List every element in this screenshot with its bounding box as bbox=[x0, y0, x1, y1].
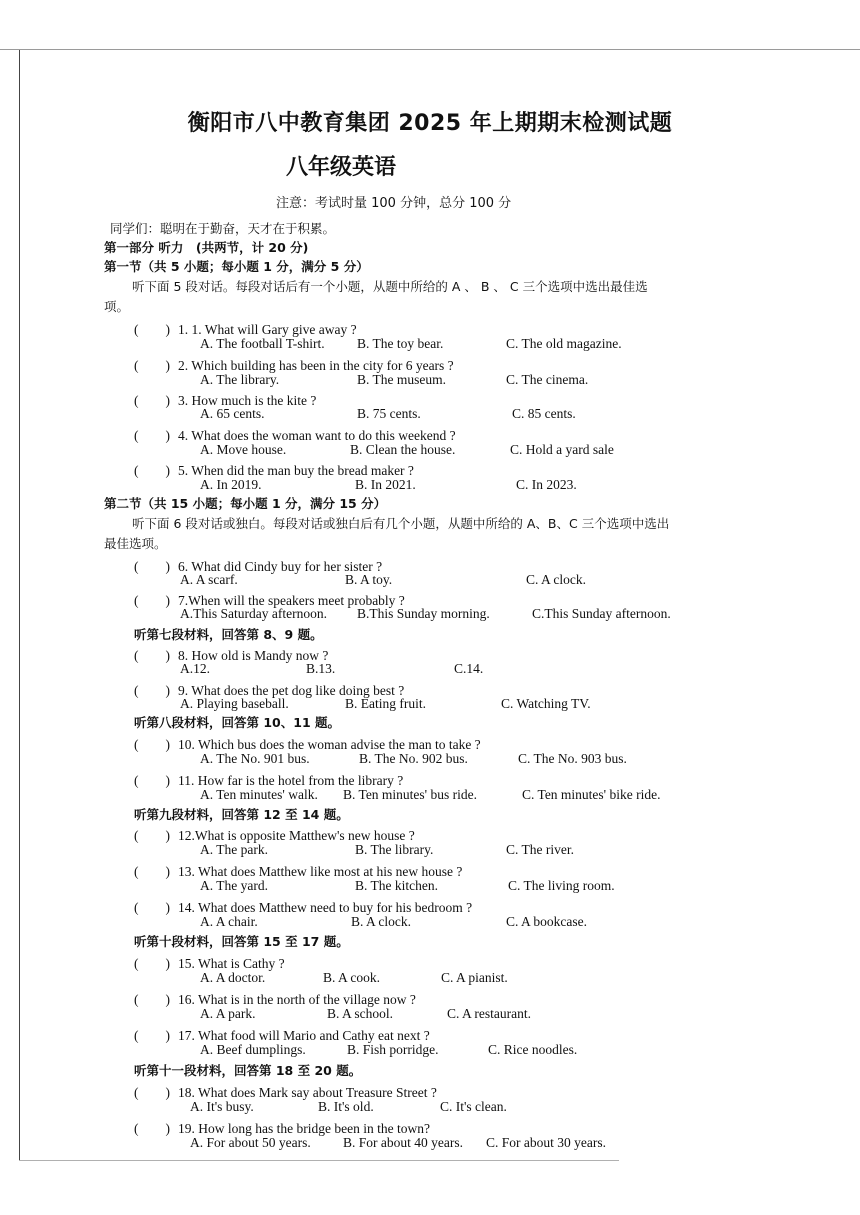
option-c: C. In 2023. bbox=[516, 477, 577, 492]
bottom-rule bbox=[19, 1160, 619, 1161]
option-c: C. The cinema. bbox=[506, 372, 589, 387]
option-a: A. A doctor. bbox=[200, 970, 266, 985]
option-c: C.This Sunday afternoon. bbox=[532, 606, 671, 621]
answer-blank[interactable]: ( ) bbox=[134, 322, 170, 337]
top-rule bbox=[0, 49, 860, 50]
option-a: A. 65 cents. bbox=[200, 406, 265, 421]
part1-heading: 第一部分 听力 (共两节，计 20 分) bbox=[104, 240, 309, 255]
question-13: ( ) 13. What does Matthew like most at his new house ? bbox=[134, 860, 462, 880]
option-a: A. The football T-shirt. bbox=[200, 336, 325, 351]
greeting: 同学们：聪明在于勤奋，天才在于积累。 bbox=[110, 221, 336, 236]
answer-blank[interactable]: ( ) bbox=[134, 1085, 170, 1100]
option-c: C. Hold a yard sale bbox=[510, 442, 614, 457]
option-c: C. The river. bbox=[506, 842, 574, 857]
question-8: ( ) 8. How old is Mandy now ? bbox=[134, 644, 328, 664]
option-b: B. Clean the house. bbox=[350, 442, 456, 457]
material-10-heading: 听第十段材料，回答第 15 至 17 题。 bbox=[134, 934, 349, 949]
option-b: B. Eating fruit. bbox=[345, 696, 426, 711]
option-b: B. A cook. bbox=[323, 970, 381, 985]
answer-blank[interactable]: ( ) bbox=[134, 559, 170, 574]
question-14: ( ) 14. What does Matthew need to buy for his bedroom ? bbox=[134, 896, 472, 916]
material-9-heading: 听第九段材料，回答第 12 至 14 题。 bbox=[134, 807, 349, 822]
answer-blank[interactable]: ( ) bbox=[134, 900, 170, 915]
option-c: C. A clock. bbox=[526, 572, 586, 587]
option-b: B. The museum. bbox=[357, 372, 446, 387]
option-c: C. It's clean. bbox=[440, 1099, 507, 1114]
question-17: ( ) 17. What food will Mario and Cathy eat next ? bbox=[134, 1024, 430, 1044]
option-a: A. A scarf. bbox=[180, 572, 238, 587]
option-a: A. In 2019. bbox=[200, 477, 262, 492]
answer-blank[interactable]: ( ) bbox=[134, 683, 170, 698]
question-16: ( ) 16. What is in the north of the village now ? bbox=[134, 988, 416, 1008]
option-a: A. The park. bbox=[200, 842, 268, 857]
answer-blank[interactable]: ( ) bbox=[134, 463, 170, 478]
section1-heading: 第一节（共 5 小题；每小题 1 分，满分 5 分） bbox=[104, 259, 369, 274]
option-b: B. Ten minutes' bus ride. bbox=[343, 787, 477, 802]
answer-blank[interactable]: ( ) bbox=[134, 593, 170, 608]
option-a: A. Beef dumplings. bbox=[200, 1042, 306, 1057]
answer-blank[interactable]: ( ) bbox=[134, 1028, 170, 1043]
option-c: C. 85 cents. bbox=[512, 406, 576, 421]
section2-instruction-end: 最佳选项。 bbox=[104, 536, 167, 551]
answer-blank[interactable]: ( ) bbox=[134, 864, 170, 879]
option-c: C. Watching TV. bbox=[501, 696, 591, 711]
option-b: B. The No. 902 bus. bbox=[359, 751, 468, 766]
question-19: ( ) 19. How long has the bridge been in the town? bbox=[134, 1117, 430, 1137]
answer-blank[interactable]: ( ) bbox=[134, 773, 170, 788]
option-a: A. Playing baseball. bbox=[180, 696, 289, 711]
option-b: B. 75 cents. bbox=[357, 406, 421, 421]
option-a: A. Ten minutes' walk. bbox=[200, 787, 318, 802]
option-b: B. A clock. bbox=[351, 914, 411, 929]
answer-blank[interactable]: ( ) bbox=[134, 648, 170, 663]
option-a: A. A chair. bbox=[200, 914, 258, 929]
section2-heading: 第二节（共 15 小题；每小题 1 分，满分 15 分） bbox=[104, 496, 387, 511]
material-8-heading: 听第八段材料，回答第 10、11 题。 bbox=[134, 715, 340, 730]
option-c: C. The No. 903 bus. bbox=[518, 751, 627, 766]
exam-title: 衡阳市八中教育集团 2025 年上期期末检测试题 bbox=[187, 111, 673, 136]
option-b: B. The toy bear. bbox=[357, 336, 444, 351]
answer-blank[interactable]: ( ) bbox=[134, 428, 170, 443]
question-5: ( ) 5. When did the man buy the bread maker ? bbox=[134, 459, 414, 479]
option-b: B. Fish porridge. bbox=[347, 1042, 439, 1057]
option-a: A. A park. bbox=[200, 1006, 256, 1021]
question-7: ( ) 7.When will the speakers meet probably ? bbox=[134, 589, 405, 609]
option-a: A. Move house. bbox=[200, 442, 287, 457]
question-9: ( ) 9. What does the pet dog like doing best ? bbox=[134, 679, 404, 699]
answer-blank[interactable]: ( ) bbox=[134, 992, 170, 1007]
exam-note: 注意：考试时量 100 分钟，总分 100 分 bbox=[276, 196, 512, 211]
answer-blank[interactable]: ( ) bbox=[134, 358, 170, 373]
option-a: A. The library. bbox=[200, 372, 280, 387]
question-4: ( ) 4. What does the woman want to do this weekend ? bbox=[134, 424, 456, 444]
section2-instruction: 听下面 6 段对话或独白。每段对话或独白后有几个小题，从题中所给的 A、B、C 三个选项中选出 bbox=[132, 516, 670, 531]
section1-instruction: 听下面 5 段对话。每段对话后有一个小题，从题中所给的 A 、 B 、 C 三个选项中选出最佳选 bbox=[132, 279, 648, 294]
question-12: ( ) 12.What is opposite Matthew's new house ? bbox=[134, 824, 415, 844]
answer-blank[interactable]: ( ) bbox=[134, 737, 170, 752]
option-a: A.12. bbox=[180, 661, 210, 676]
material-11-heading: 听第十一段材料，回答第 18 至 20 题。 bbox=[134, 1063, 362, 1078]
option-b: B.13. bbox=[306, 661, 336, 676]
option-c: C. A bookcase. bbox=[506, 914, 587, 929]
question-1: ( ) 1. 1. What will Gary give away ? bbox=[134, 318, 357, 338]
option-c: C.14. bbox=[454, 661, 484, 676]
option-b: B. In 2021. bbox=[355, 477, 416, 492]
option-c: C. A pianist. bbox=[441, 970, 508, 985]
option-c: C. Ten minutes' bike ride. bbox=[522, 787, 661, 802]
option-c: C. Rice noodles. bbox=[488, 1042, 578, 1057]
option-a: A. For about 50 years. bbox=[190, 1135, 311, 1150]
question-18: ( ) 18. What does Mark say about Treasure Street ? bbox=[134, 1081, 437, 1101]
answer-blank[interactable]: ( ) bbox=[134, 393, 170, 408]
option-a: A. It's busy. bbox=[190, 1099, 254, 1114]
question-15: ( ) 15. What is Cathy ? bbox=[134, 952, 285, 972]
answer-blank[interactable]: ( ) bbox=[134, 956, 170, 971]
question-10: ( ) 10. Which bus does the woman advise the man to take ? bbox=[134, 733, 481, 753]
question-11: ( ) 11. How far is the hotel from the library ? bbox=[134, 769, 403, 789]
material-7-heading: 听第七段材料，回答第 8、9 题。 bbox=[134, 627, 323, 642]
option-a: A. The yard. bbox=[200, 878, 268, 893]
question-2: ( ) 2. Which building has been in the city for 6 years ? bbox=[134, 354, 454, 374]
answer-blank[interactable]: ( ) bbox=[134, 1121, 170, 1136]
option-c: C. A restaurant. bbox=[447, 1006, 531, 1021]
answer-blank[interactable]: ( ) bbox=[134, 828, 170, 843]
option-b: B. A school. bbox=[327, 1006, 394, 1021]
section1-instruction-end: 项。 bbox=[104, 299, 130, 314]
left-margin-rule bbox=[19, 50, 20, 1160]
option-c: C. The old magazine. bbox=[506, 336, 622, 351]
exam-subtitle: 八年级英语 bbox=[286, 155, 397, 180]
option-b: B. A toy. bbox=[345, 572, 393, 587]
option-b: B. The kitchen. bbox=[355, 878, 438, 893]
option-a: A. The No. 901 bus. bbox=[200, 751, 310, 766]
option-b: B.This Sunday morning. bbox=[357, 606, 490, 621]
option-b: B. The library. bbox=[355, 842, 434, 857]
option-b: B. It's old. bbox=[318, 1099, 374, 1114]
option-a: A.This Saturday afternoon. bbox=[180, 606, 327, 621]
question-3: ( ) 3. How much is the kite ? bbox=[134, 389, 316, 409]
option-c: C. For about 30 years. bbox=[486, 1135, 606, 1150]
question-6: ( ) 6. What did Cindy buy for her sister ? bbox=[134, 555, 382, 575]
option-b: B. For about 40 years. bbox=[343, 1135, 463, 1150]
option-c: C. The living room. bbox=[508, 878, 615, 893]
